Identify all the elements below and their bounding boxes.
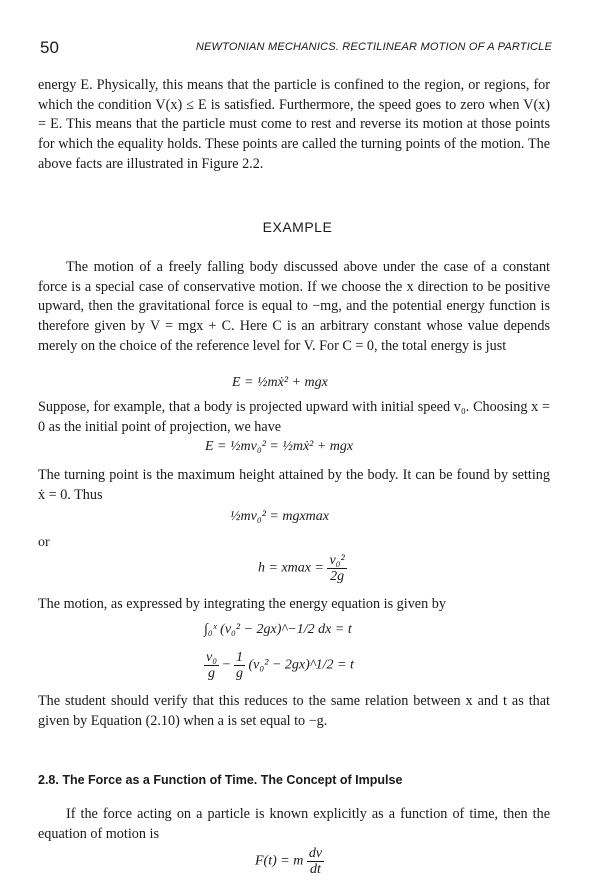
fraction-1-over-g <box>234 650 245 681</box>
paragraph-energy-turning-points: energy E. Physically, this means that the particle is confined to the region, or regions, for which the condition V(x) ≤ E is satisfied. Furthermore, the speed goes to zero when V(x) = E. This means that the particle must come to rest and reverse its motion at those points for which the equality holds. These points are called the turning points of the motion. The above facts are illustrated in Figure 2.2. <box>38 77 550 172</box>
paragraph-force-time: If the force acting on a particle is known explicitly as a function of time, then the equation of motion is <box>38 806 550 842</box>
equation-total-energy: E = ½mẋ² + mgx <box>232 375 328 390</box>
max-height-numerator: v₀² <box>329 553 345 568</box>
equation-time-solution: $\frac{\text{v₀}}{g}$ − $\frac{1}{g}$ (v₀² − 2gx)^1/2 = t <box>206 650 354 681</box>
motion-time-fraction <box>307 846 324 877</box>
equation-motion-time <box>255 846 324 877</box>
fraction-v0-over-g <box>204 650 219 681</box>
fraction-1-numerator: 1 <box>236 650 243 665</box>
motion-time-denominator: dt <box>309 862 321 877</box>
equation-initial-energy: E = ½mv₀² = ½mẋ² + mgx <box>205 439 354 454</box>
example-heading: EXAMPLE <box>262 219 333 235</box>
paragraph-turning-point: The turning point is the maximum height attained by the body. It can be found by setting ẋ = 0. Thus <box>38 467 550 503</box>
fraction-v0-numerator: v₀ <box>206 650 218 665</box>
running-head: NEWTONIAN MECHANICS. RECTILINEAR MOTION OF A PARTICLE <box>195 41 552 53</box>
fraction-v0-denominator: g <box>208 666 216 681</box>
fraction-1-denominator: g <box>236 666 243 681</box>
equation-integral: ∫₀ˣ (v₀² − 2gx)^−1/2 dx = t <box>204 622 352 637</box>
max-height-denominator: 2g <box>330 569 345 584</box>
motion-time-numerator: dv <box>308 846 323 861</box>
equation-max-height-energy: ½mv₀² = mgxmax <box>230 509 329 524</box>
page-number: 50 <box>40 38 59 57</box>
equation-max-height <box>258 553 347 584</box>
page-header <box>40 38 552 60</box>
time-solution-rest: (v₀² − 2gx)^1/2 = t <box>248 657 354 673</box>
paragraph-projection: Suppose, for example, that a body is projected upward with initial speed v₀. Choosing x = 0 as the initial point of projection, we have <box>38 399 550 435</box>
paragraph-free-fall: The motion of a freely falling body discussed above under the case of a constant force is a special case of conservative motion. If we choose the x direction to be positive upward, then the gravitational force is equal to −mg, and the potential energy function is therefore given by V = mgx + C. Here C is an arbitrary constant whose value depends merely on the choice of the reference level for V. For C = 0, the total energy is just <box>38 259 550 354</box>
or-connector: or <box>38 535 50 550</box>
max-height-lhs: h = xmax = <box>258 560 324 576</box>
section-heading: 2.8. The Force as a Function of Time. The Concept of Impulse <box>38 773 403 787</box>
paragraph-integration: The motion, as expressed by integrating the energy equation is given by <box>38 596 446 612</box>
motion-time-lhs: F(t) = m <box>255 853 304 869</box>
paragraph-verify: The student should verify that this reduces to the same relation between x and t as that given by Equation (2.10) when a is set equal to −g. <box>38 693 550 729</box>
max-height-fraction <box>327 553 346 584</box>
